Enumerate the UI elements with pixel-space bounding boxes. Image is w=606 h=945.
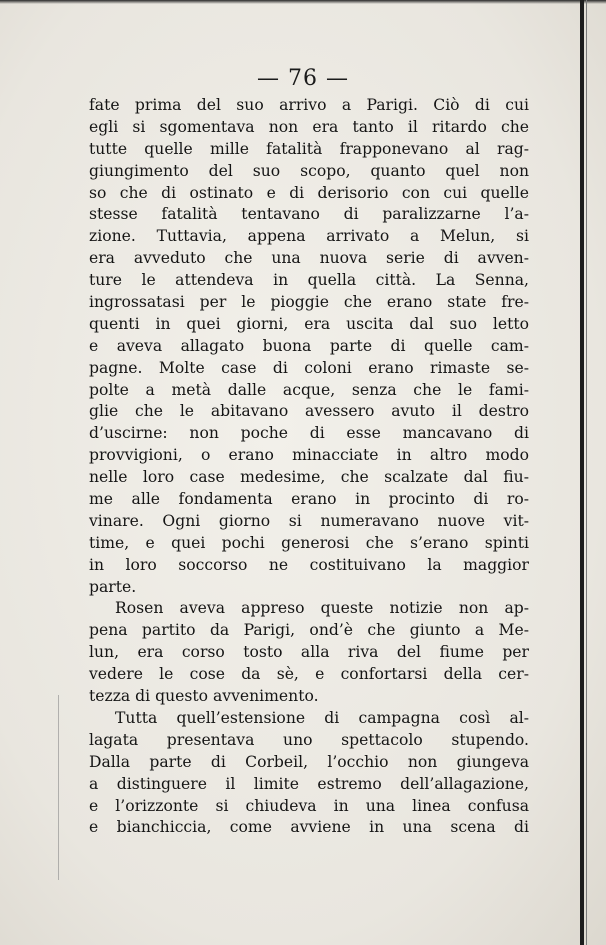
text-line: parte. — [89, 577, 137, 596]
text-line: polte a metà dalle acque, senza che le fami- — [89, 380, 529, 399]
text-line: era avveduto che una nuova serie di avven- — [89, 249, 529, 268]
text-line: d’uscirne: non poche di esse mancavano di — [89, 424, 529, 443]
text-line: stesse fatalità tentavano di paralizzarne l’a- — [89, 205, 529, 224]
page-binding-shadow — [586, 0, 587, 945]
text-line: me alle fondamenta erano in procinto di ro- — [89, 490, 529, 509]
page-binding-edge — [580, 0, 584, 945]
text-line: glie che le abitavano avessero avuto il destro — [89, 402, 529, 421]
text-line: vinare. Ogni giorno si numeravano nuove vit- — [89, 511, 529, 530]
text-line: provvigioni, o erano minacciate in altro modo — [89, 446, 529, 465]
text-line: fate prima del suo arrivo a Parigi. Ciò di cui — [89, 96, 529, 114]
text-line: vedere le cose da sè, e confortarsi della cer- — [89, 665, 529, 684]
text-line: Dalla parte di Corbeil, l’occhio non giungeva — [89, 752, 529, 771]
text-line: time, e quei pochi generosi che s’erano spinti — [89, 533, 529, 552]
page-top-edge — [0, 0, 606, 4]
text-line: in loro soccorso ne costituivano la maggior — [89, 555, 529, 574]
text-line: lagata presentava uno spettacolo stupendo. — [89, 730, 529, 749]
text-line: e bianchiccia, come avviene in una scena di — [89, 818, 529, 837]
body-text — [89, 95, 529, 839]
text-line: lun, era corso tosto alla riva del fiume per — [89, 643, 529, 662]
margin-pencil-mark — [58, 695, 59, 880]
text-line: Tutta quell’estensione di campagna così al- — [115, 708, 529, 727]
text-line: quenti in quei giorni, era uscita dal suo letto — [89, 314, 529, 333]
text-line: tezza di questo avvenimento. — [89, 687, 319, 706]
text-line: pena partito da Parigi, ond’è che giunto a Me- — [89, 621, 529, 640]
text-line: so che di ostinato e di derisorio con cui quelle — [89, 183, 529, 202]
page-number: — 76 — — [257, 66, 349, 91]
text-line: zione. Tuttavia, appena arrivato a Melun, si — [89, 227, 529, 246]
text-line: Rosen aveva appreso queste notizie non ap- — [115, 599, 529, 618]
text-line: e aveva allagato buona parte di quelle cam- — [89, 336, 529, 355]
text-line: e l’orizzonte si chiudeva in una linea confusa — [89, 796, 529, 815]
text-line: egli si sgomentava non era tanto il ritardo che — [89, 117, 529, 136]
text-line: nelle loro case medesime, che scalzate dal fiu- — [89, 468, 529, 487]
text-line: a distinguere il limite estremo dell’allagazione, — [89, 774, 529, 793]
text-line: ingrossatasi per le pioggie che erano state fre- — [89, 293, 529, 312]
text-line: tutte quelle mille fatalità frapponevano al rag- — [89, 139, 529, 158]
text-line: pagne. Molte case di coloni erano rimaste se- — [89, 358, 529, 377]
text-line: ture le attendeva in quella città. La Senna, — [89, 271, 529, 290]
text-line: giungimento del suo scopo, quanto quel non — [89, 161, 529, 180]
